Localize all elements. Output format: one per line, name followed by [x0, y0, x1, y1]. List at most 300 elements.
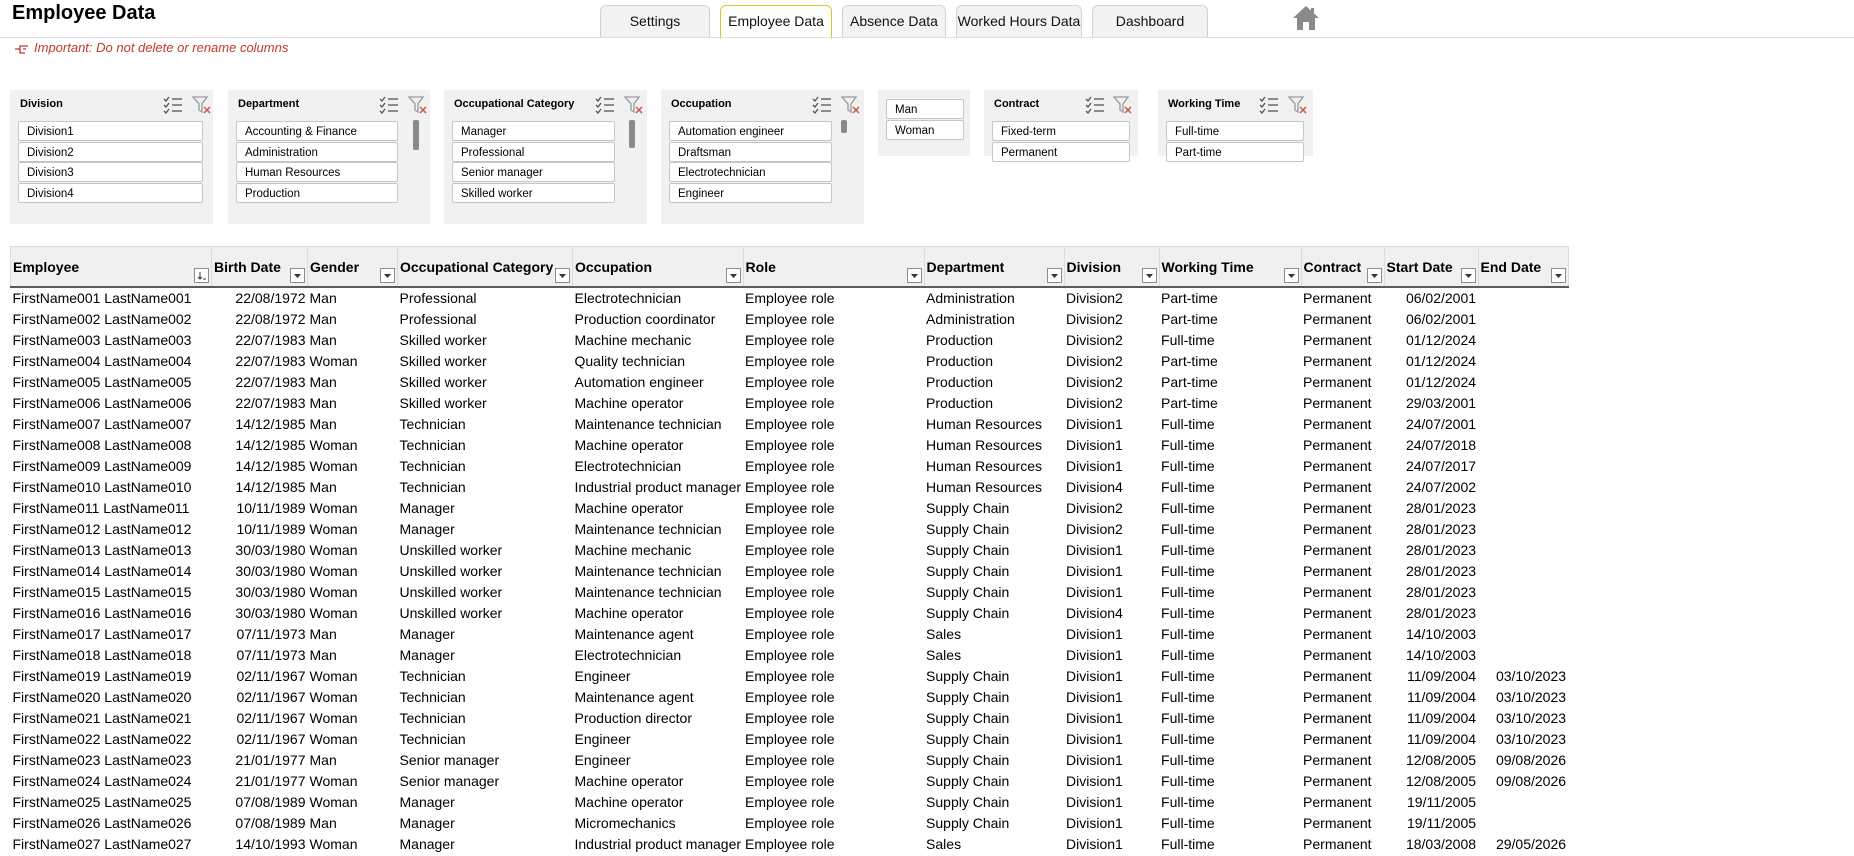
table-cell-contract[interactable]: Permanent — [1301, 287, 1384, 309]
table-cell-division[interactable]: Division1 — [1064, 624, 1159, 645]
table-cell-occupational-category[interactable]: Technician — [398, 414, 573, 435]
table-cell-birth-date[interactable]: 30/03/1980 — [212, 561, 308, 582]
table-cell-end-date[interactable] — [1478, 351, 1568, 372]
table-cell-birth-date[interactable]: 07/08/1989 — [212, 813, 308, 834]
table-cell-working-time[interactable]: Full-time — [1159, 750, 1301, 771]
table-cell-division[interactable]: Division2 — [1064, 498, 1159, 519]
filter-dropdown-icon[interactable] — [1551, 268, 1566, 283]
table-cell-occupation[interactable]: Machine mechanic — [573, 540, 744, 561]
table-cell-gender[interactable]: Woman — [308, 603, 398, 624]
table-cell-birth-date[interactable]: 22/08/1972 — [212, 287, 308, 309]
table-cell-occupation[interactable]: Industrial product manager — [573, 834, 744, 855]
table-cell-occupation[interactable]: Production director — [573, 708, 744, 729]
table-cell-birth-date[interactable]: 02/11/1967 — [212, 729, 308, 750]
table-cell-contract[interactable]: Permanent — [1301, 477, 1384, 498]
table-cell-department[interactable]: Human Resources — [924, 414, 1064, 435]
clear-filter-icon[interactable] — [841, 95, 861, 115]
table-cell-end-date[interactable] — [1478, 603, 1568, 624]
filter-dropdown-icon[interactable] — [1284, 268, 1299, 283]
home-icon[interactable] — [1292, 5, 1320, 31]
table-cell-role[interactable]: Employee role — [743, 729, 924, 750]
table-cell-end-date[interactable]: 03/10/2023 — [1478, 687, 1568, 708]
table-cell-department[interactable]: Human Resources — [924, 456, 1064, 477]
table-cell-start-date[interactable]: 01/12/2024 — [1384, 351, 1478, 372]
table-cell-birth-date[interactable]: 14/12/1985 — [212, 456, 308, 477]
table-cell-occupational-category[interactable]: Technician — [398, 666, 573, 687]
table-cell-occupational-category[interactable]: Skilled worker — [398, 393, 573, 414]
table-cell-employee[interactable]: FirstName011 LastName011 — [11, 498, 212, 519]
clear-filter-icon[interactable] — [624, 95, 644, 115]
table-cell-working-time[interactable]: Full-time — [1159, 561, 1301, 582]
table-cell-occupational-category[interactable]: Manager — [398, 834, 573, 855]
table-cell-department[interactable]: Administration — [924, 287, 1064, 309]
table-cell-department[interactable]: Sales — [924, 624, 1064, 645]
table-cell-department[interactable]: Supply Chain — [924, 750, 1064, 771]
table-cell-end-date[interactable]: 09/08/2026 — [1478, 750, 1568, 771]
table-cell-gender[interactable]: Man — [308, 645, 398, 666]
table-cell-department[interactable]: Supply Chain — [924, 561, 1064, 582]
table-cell-role[interactable]: Employee role — [743, 456, 924, 477]
table-cell-start-date[interactable]: 06/02/2001 — [1384, 287, 1478, 309]
table-cell-end-date[interactable] — [1478, 519, 1568, 540]
table-cell-occupation[interactable]: Maintenance technician — [573, 519, 744, 540]
table-cell-employee[interactable]: FirstName013 LastName013 — [11, 540, 212, 561]
filter-dropdown-icon[interactable] — [380, 268, 395, 283]
table-cell-working-time[interactable]: Part-time — [1159, 372, 1301, 393]
table-cell-employee[interactable]: FirstName002 LastName002 — [11, 309, 212, 330]
table-cell-employee[interactable]: FirstName027 LastName027 — [11, 834, 212, 855]
table-cell-end-date[interactable] — [1478, 540, 1568, 561]
table-cell-division[interactable]: Division1 — [1064, 666, 1159, 687]
table-cell-birth-date[interactable]: 14/12/1985 — [212, 435, 308, 456]
table-cell-gender[interactable]: Woman — [308, 456, 398, 477]
table-cell-gender[interactable]: Man — [308, 624, 398, 645]
table-cell-gender[interactable]: Woman — [308, 834, 398, 855]
table-cell-contract[interactable]: Permanent — [1301, 351, 1384, 372]
table-cell-gender[interactable]: Woman — [308, 687, 398, 708]
slicer-item[interactable]: Permanent — [992, 142, 1130, 162]
table-cell-role[interactable]: Employee role — [743, 287, 924, 309]
table-cell-working-time[interactable]: Full-time — [1159, 645, 1301, 666]
table-cell-end-date[interactable] — [1478, 393, 1568, 414]
table-cell-employee[interactable]: FirstName021 LastName021 — [11, 708, 212, 729]
table-cell-role[interactable]: Employee role — [743, 435, 924, 456]
slicer-scrollbar[interactable] — [629, 120, 635, 148]
table-cell-gender[interactable]: Woman — [308, 498, 398, 519]
filter-dropdown-icon[interactable] — [726, 268, 741, 283]
table-cell-division[interactable]: Division1 — [1064, 645, 1159, 666]
table-cell-start-date[interactable]: 06/02/2001 — [1384, 309, 1478, 330]
table-cell-birth-date[interactable]: 07/08/1989 — [212, 792, 308, 813]
tab-employee-data[interactable]: Employee Data — [720, 5, 832, 39]
table-cell-start-date[interactable]: 28/01/2023 — [1384, 582, 1478, 603]
table-cell-occupation[interactable]: Machine operator — [573, 435, 744, 456]
table-cell-division[interactable]: Division1 — [1064, 582, 1159, 603]
slicer-item[interactable]: Human Resources — [236, 162, 398, 182]
table-cell-division[interactable]: Division2 — [1064, 393, 1159, 414]
table-cell-employee[interactable]: FirstName026 LastName026 — [11, 813, 212, 834]
slicer-item[interactable]: Accounting & Finance — [236, 121, 398, 141]
table-cell-start-date[interactable]: 28/01/2023 — [1384, 519, 1478, 540]
table-cell-department[interactable]: Supply Chain — [924, 792, 1064, 813]
table-cell-role[interactable]: Employee role — [743, 708, 924, 729]
table-cell-working-time[interactable]: Full-time — [1159, 834, 1301, 855]
table-cell-start-date[interactable]: 28/01/2023 — [1384, 561, 1478, 582]
table-cell-working-time[interactable]: Part-time — [1159, 287, 1301, 309]
table-cell-end-date[interactable] — [1478, 456, 1568, 477]
table-cell-role[interactable]: Employee role — [743, 645, 924, 666]
tab-settings[interactable]: Settings — [600, 5, 710, 37]
clear-filter-icon[interactable] — [408, 95, 428, 115]
table-cell-end-date[interactable] — [1478, 435, 1568, 456]
table-cell-employee[interactable]: FirstName008 LastName008 — [11, 435, 212, 456]
table-cell-occupation[interactable]: Micromechanics — [573, 813, 744, 834]
table-cell-contract[interactable]: Permanent — [1301, 540, 1384, 561]
table-cell-end-date[interactable] — [1478, 287, 1568, 309]
table-cell-working-time[interactable]: Part-time — [1159, 309, 1301, 330]
table-cell-working-time[interactable]: Full-time — [1159, 729, 1301, 750]
table-cell-start-date[interactable]: 11/09/2004 — [1384, 666, 1478, 687]
filter-dropdown-icon[interactable] — [1367, 268, 1382, 283]
table-cell-occupational-category[interactable]: Professional — [398, 309, 573, 330]
table-cell-occupation[interactable]: Maintenance technician — [573, 414, 744, 435]
table-cell-role[interactable]: Employee role — [743, 834, 924, 855]
table-cell-contract[interactable]: Permanent — [1301, 393, 1384, 414]
table-cell-division[interactable]: Division1 — [1064, 414, 1159, 435]
table-cell-start-date[interactable]: 14/10/2003 — [1384, 624, 1478, 645]
table-cell-department[interactable]: Administration — [924, 309, 1064, 330]
table-cell-birth-date[interactable]: 02/11/1967 — [212, 666, 308, 687]
slicer-item[interactable]: Production — [236, 183, 398, 203]
table-cell-employee[interactable]: FirstName025 LastName025 — [11, 792, 212, 813]
table-cell-contract[interactable]: Permanent — [1301, 561, 1384, 582]
table-cell-occupational-category[interactable]: Unskilled worker — [398, 561, 573, 582]
table-cell-birth-date[interactable]: 22/07/1983 — [212, 372, 308, 393]
table-cell-start-date[interactable]: 28/01/2023 — [1384, 603, 1478, 624]
table-cell-division[interactable]: Division4 — [1064, 603, 1159, 624]
multi-select-icon[interactable] — [1084, 96, 1106, 114]
table-cell-role[interactable]: Employee role — [743, 813, 924, 834]
table-cell-department[interactable]: Sales — [924, 834, 1064, 855]
table-cell-start-date[interactable]: 28/01/2023 — [1384, 498, 1478, 519]
table-cell-start-date[interactable]: 14/10/2003 — [1384, 645, 1478, 666]
table-cell-birth-date[interactable]: 22/07/1983 — [212, 330, 308, 351]
table-cell-employee[interactable]: FirstName023 LastName023 — [11, 750, 212, 771]
table-cell-employee[interactable]: FirstName001 LastName001 — [11, 287, 212, 309]
table-cell-contract[interactable]: Permanent — [1301, 519, 1384, 540]
table-cell-occupational-category[interactable]: Manager — [398, 519, 573, 540]
table-cell-department[interactable]: Supply Chain — [924, 708, 1064, 729]
table-cell-role[interactable]: Employee role — [743, 372, 924, 393]
table-cell-occupational-category[interactable]: Manager — [398, 792, 573, 813]
table-cell-occupation[interactable]: Maintenance agent — [573, 687, 744, 708]
table-cell-birth-date[interactable]: 14/12/1985 — [212, 414, 308, 435]
table-cell-occupation[interactable]: Machine operator — [573, 792, 744, 813]
slicer-item[interactable]: Woman — [886, 120, 964, 140]
table-cell-division[interactable]: Division1 — [1064, 435, 1159, 456]
table-cell-birth-date[interactable]: 22/07/1983 — [212, 393, 308, 414]
table-cell-gender[interactable]: Woman — [308, 729, 398, 750]
table-cell-division[interactable]: Division2 — [1064, 309, 1159, 330]
table-cell-gender[interactable]: Woman — [308, 582, 398, 603]
table-cell-occupational-category[interactable]: Senior manager — [398, 771, 573, 792]
multi-select-icon[interactable] — [594, 96, 616, 114]
clear-filter-icon[interactable] — [1113, 95, 1133, 115]
table-cell-employee[interactable]: FirstName019 LastName019 — [11, 666, 212, 687]
table-cell-role[interactable]: Employee role — [743, 666, 924, 687]
table-cell-gender[interactable]: Woman — [308, 666, 398, 687]
table-cell-occupational-category[interactable]: Skilled worker — [398, 351, 573, 372]
table-cell-occupational-category[interactable]: Manager — [398, 645, 573, 666]
table-cell-end-date[interactable] — [1478, 498, 1568, 519]
table-cell-employee[interactable]: FirstName006 LastName006 — [11, 393, 212, 414]
table-cell-employee[interactable]: FirstName022 LastName022 — [11, 729, 212, 750]
table-cell-role[interactable]: Employee role — [743, 792, 924, 813]
slicer-item[interactable]: Manager — [452, 121, 615, 141]
table-cell-role[interactable]: Employee role — [743, 393, 924, 414]
table-cell-gender[interactable]: Woman — [308, 519, 398, 540]
table-cell-occupation[interactable]: Machine operator — [573, 771, 744, 792]
table-cell-gender[interactable]: Woman — [308, 435, 398, 456]
sort-filter-icon[interactable] — [194, 268, 209, 283]
table-cell-contract[interactable]: Permanent — [1301, 792, 1384, 813]
table-cell-role[interactable]: Employee role — [743, 771, 924, 792]
table-cell-birth-date[interactable]: 30/03/1980 — [212, 603, 308, 624]
table-cell-birth-date[interactable]: 10/11/1989 — [212, 498, 308, 519]
table-cell-role[interactable]: Employee role — [743, 351, 924, 372]
clear-filter-icon[interactable] — [192, 95, 212, 115]
table-cell-start-date[interactable]: 11/09/2004 — [1384, 687, 1478, 708]
table-cell-occupation[interactable]: Machine mechanic — [573, 330, 744, 351]
slicer-item[interactable]: Man — [886, 99, 964, 119]
slicer-item[interactable]: Automation engineer — [669, 121, 832, 141]
table-cell-end-date[interactable] — [1478, 561, 1568, 582]
table-cell-start-date[interactable]: 19/11/2005 — [1384, 813, 1478, 834]
table-cell-working-time[interactable]: Full-time — [1159, 477, 1301, 498]
table-cell-occupational-category[interactable]: Professional — [398, 287, 573, 309]
table-cell-contract[interactable]: Permanent — [1301, 813, 1384, 834]
table-cell-gender[interactable]: Woman — [308, 792, 398, 813]
table-cell-division[interactable]: Division2 — [1064, 287, 1159, 309]
table-cell-birth-date[interactable]: 30/03/1980 — [212, 540, 308, 561]
table-cell-start-date[interactable]: 24/07/2018 — [1384, 435, 1478, 456]
table-cell-role[interactable]: Employee role — [743, 582, 924, 603]
slicer-item[interactable]: Division2 — [18, 142, 203, 162]
slicer-item[interactable]: Division4 — [18, 183, 203, 203]
table-cell-end-date[interactable] — [1478, 624, 1568, 645]
table-cell-employee[interactable]: FirstName016 LastName016 — [11, 603, 212, 624]
table-cell-employee[interactable]: FirstName015 LastName015 — [11, 582, 212, 603]
table-cell-birth-date[interactable]: 22/07/1983 — [212, 351, 308, 372]
slicer-item[interactable]: Division1 — [18, 121, 203, 141]
slicer-item[interactable]: Engineer — [669, 183, 832, 203]
table-cell-division[interactable]: Division1 — [1064, 561, 1159, 582]
table-cell-birth-date[interactable]: 22/08/1972 — [212, 309, 308, 330]
table-cell-employee[interactable]: FirstName018 LastName018 — [11, 645, 212, 666]
table-cell-occupational-category[interactable]: Technician — [398, 687, 573, 708]
table-cell-contract[interactable]: Permanent — [1301, 582, 1384, 603]
table-cell-start-date[interactable]: 24/07/2002 — [1384, 477, 1478, 498]
table-cell-role[interactable]: Employee role — [743, 519, 924, 540]
table-cell-employee[interactable]: FirstName012 LastName012 — [11, 519, 212, 540]
table-cell-start-date[interactable]: 11/09/2004 — [1384, 729, 1478, 750]
table-cell-start-date[interactable]: 24/07/2001 — [1384, 414, 1478, 435]
table-cell-role[interactable]: Employee role — [743, 603, 924, 624]
table-cell-occupation[interactable]: Automation engineer — [573, 372, 744, 393]
tab-absence-data[interactable]: Absence Data — [842, 5, 946, 37]
table-cell-end-date[interactable] — [1478, 645, 1568, 666]
table-cell-department[interactable]: Supply Chain — [924, 666, 1064, 687]
table-cell-contract[interactable]: Permanent — [1301, 687, 1384, 708]
slicer-item[interactable]: Fixed-term — [992, 121, 1130, 141]
table-cell-occupational-category[interactable]: Manager — [398, 813, 573, 834]
table-cell-working-time[interactable]: Full-time — [1159, 813, 1301, 834]
table-cell-occupational-category[interactable]: Technician — [398, 456, 573, 477]
table-cell-birth-date[interactable]: 21/01/1977 — [212, 750, 308, 771]
table-cell-contract[interactable]: Permanent — [1301, 309, 1384, 330]
table-cell-department[interactable]: Supply Chain — [924, 771, 1064, 792]
table-cell-role[interactable]: Employee role — [743, 330, 924, 351]
slicer-item[interactable]: Part-time — [1166, 142, 1304, 162]
table-cell-occupation[interactable]: Machine operator — [573, 498, 744, 519]
table-cell-end-date[interactable] — [1478, 477, 1568, 498]
table-cell-working-time[interactable]: Full-time — [1159, 771, 1301, 792]
table-cell-contract[interactable]: Permanent — [1301, 603, 1384, 624]
table-cell-gender[interactable]: Man — [308, 393, 398, 414]
table-cell-department[interactable]: Supply Chain — [924, 687, 1064, 708]
table-cell-gender[interactable]: Man — [308, 750, 398, 771]
table-cell-start-date[interactable]: 12/08/2005 — [1384, 771, 1478, 792]
table-cell-division[interactable]: Division1 — [1064, 834, 1159, 855]
filter-dropdown-icon[interactable] — [290, 268, 305, 283]
table-cell-division[interactable]: Division2 — [1064, 351, 1159, 372]
table-cell-working-time[interactable]: Full-time — [1159, 624, 1301, 645]
table-cell-division[interactable]: Division4 — [1064, 477, 1159, 498]
table-cell-department[interactable]: Supply Chain — [924, 603, 1064, 624]
table-cell-division[interactable]: Division1 — [1064, 771, 1159, 792]
table-cell-employee[interactable]: FirstName020 LastName020 — [11, 687, 212, 708]
table-cell-role[interactable]: Employee role — [743, 750, 924, 771]
table-cell-gender[interactable]: Woman — [308, 708, 398, 729]
table-cell-division[interactable]: Division1 — [1064, 792, 1159, 813]
table-cell-department[interactable]: Human Resources — [924, 435, 1064, 456]
table-cell-occupation[interactable]: Engineer — [573, 750, 744, 771]
table-cell-employee[interactable]: FirstName003 LastName003 — [11, 330, 212, 351]
table-cell-occupation[interactable]: Electrotechnician — [573, 287, 744, 309]
table-cell-division[interactable]: Division1 — [1064, 708, 1159, 729]
table-cell-birth-date[interactable]: 07/11/1973 — [212, 645, 308, 666]
filter-dropdown-icon[interactable] — [555, 268, 570, 283]
table-cell-occupation[interactable]: Maintenance agent — [573, 624, 744, 645]
table-cell-occupation[interactable]: Electrotechnician — [573, 645, 744, 666]
table-cell-contract[interactable]: Permanent — [1301, 435, 1384, 456]
table-cell-division[interactable]: Division1 — [1064, 456, 1159, 477]
table-cell-gender[interactable]: Woman — [308, 561, 398, 582]
table-cell-department[interactable]: Supply Chain — [924, 498, 1064, 519]
slicer-item[interactable]: Professional — [452, 142, 615, 162]
table-cell-occupational-category[interactable]: Manager — [398, 498, 573, 519]
table-cell-birth-date[interactable]: 14/10/1993 — [212, 834, 308, 855]
table-cell-birth-date[interactable]: 14/12/1985 — [212, 477, 308, 498]
table-cell-department[interactable]: Production — [924, 351, 1064, 372]
table-cell-division[interactable]: Division1 — [1064, 540, 1159, 561]
table-cell-department[interactable]: Sales — [924, 645, 1064, 666]
table-cell-working-time[interactable]: Full-time — [1159, 435, 1301, 456]
table-cell-working-time[interactable]: Full-time — [1159, 666, 1301, 687]
table-cell-start-date[interactable]: 28/01/2023 — [1384, 540, 1478, 561]
table-cell-working-time[interactable]: Full-time — [1159, 708, 1301, 729]
table-cell-end-date[interactable]: 09/08/2026 — [1478, 771, 1568, 792]
table-cell-division[interactable]: Division1 — [1064, 729, 1159, 750]
table-cell-employee[interactable]: FirstName004 LastName004 — [11, 351, 212, 372]
table-cell-end-date[interactable]: 03/10/2023 — [1478, 708, 1568, 729]
table-cell-occupational-category[interactable]: Unskilled worker — [398, 582, 573, 603]
table-cell-end-date[interactable] — [1478, 330, 1568, 351]
table-cell-occupational-category[interactable]: Skilled worker — [398, 372, 573, 393]
table-cell-occupational-category[interactable]: Skilled worker — [398, 330, 573, 351]
table-cell-contract[interactable]: Permanent — [1301, 414, 1384, 435]
filter-dropdown-icon[interactable] — [907, 268, 922, 283]
table-cell-role[interactable]: Employee role — [743, 687, 924, 708]
table-cell-department[interactable]: Supply Chain — [924, 582, 1064, 603]
table-cell-end-date[interactable]: 03/10/2023 — [1478, 729, 1568, 750]
table-cell-division[interactable]: Division1 — [1064, 687, 1159, 708]
slicer-item[interactable]: Full-time — [1166, 121, 1304, 141]
table-cell-end-date[interactable]: 29/05/2026 — [1478, 834, 1568, 855]
table-cell-occupational-category[interactable]: Technician — [398, 435, 573, 456]
table-cell-occupation[interactable]: Maintenance technician — [573, 561, 744, 582]
table-cell-contract[interactable]: Permanent — [1301, 498, 1384, 519]
table-cell-working-time[interactable]: Full-time — [1159, 582, 1301, 603]
table-cell-role[interactable]: Employee role — [743, 561, 924, 582]
table-cell-end-date[interactable] — [1478, 414, 1568, 435]
table-cell-contract[interactable]: Permanent — [1301, 771, 1384, 792]
table-cell-gender[interactable]: Man — [308, 287, 398, 309]
table-cell-end-date[interactable] — [1478, 309, 1568, 330]
slicer-item[interactable]: Skilled worker — [452, 183, 615, 203]
table-cell-occupation[interactable]: Production coordinator — [573, 309, 744, 330]
table-cell-working-time[interactable]: Part-time — [1159, 351, 1301, 372]
table-cell-working-time[interactable]: Full-time — [1159, 330, 1301, 351]
table-cell-contract[interactable]: Permanent — [1301, 666, 1384, 687]
table-cell-department[interactable]: Human Resources — [924, 477, 1064, 498]
table-cell-role[interactable]: Employee role — [743, 624, 924, 645]
slicer-item[interactable]: Draftsman — [669, 142, 832, 162]
table-cell-occupation[interactable]: Electrotechnician — [573, 456, 744, 477]
table-cell-occupation[interactable]: Quality technician — [573, 351, 744, 372]
table-cell-gender[interactable]: Man — [308, 813, 398, 834]
table-cell-start-date[interactable]: 19/11/2005 — [1384, 792, 1478, 813]
table-cell-contract[interactable]: Permanent — [1301, 750, 1384, 771]
table-cell-end-date[interactable] — [1478, 792, 1568, 813]
table-cell-contract[interactable]: Permanent — [1301, 708, 1384, 729]
table-cell-department[interactable]: Production — [924, 393, 1064, 414]
table-cell-start-date[interactable]: 24/07/2017 — [1384, 456, 1478, 477]
table-cell-employee[interactable]: FirstName007 LastName007 — [11, 414, 212, 435]
table-cell-start-date[interactable]: 29/03/2001 — [1384, 393, 1478, 414]
table-cell-occupational-category[interactable]: Manager — [398, 624, 573, 645]
slicer-scrollbar[interactable] — [841, 120, 847, 133]
multi-select-icon[interactable] — [1258, 96, 1280, 114]
table-cell-birth-date[interactable]: 07/11/1973 — [212, 624, 308, 645]
table-cell-gender[interactable]: Man — [308, 414, 398, 435]
table-cell-end-date[interactable] — [1478, 813, 1568, 834]
table-cell-end-date[interactable] — [1478, 372, 1568, 393]
table-cell-division[interactable]: Division2 — [1064, 330, 1159, 351]
table-cell-working-time[interactable]: Full-time — [1159, 540, 1301, 561]
table-cell-contract[interactable]: Permanent — [1301, 372, 1384, 393]
table-cell-occupation[interactable]: Maintenance technician — [573, 582, 744, 603]
